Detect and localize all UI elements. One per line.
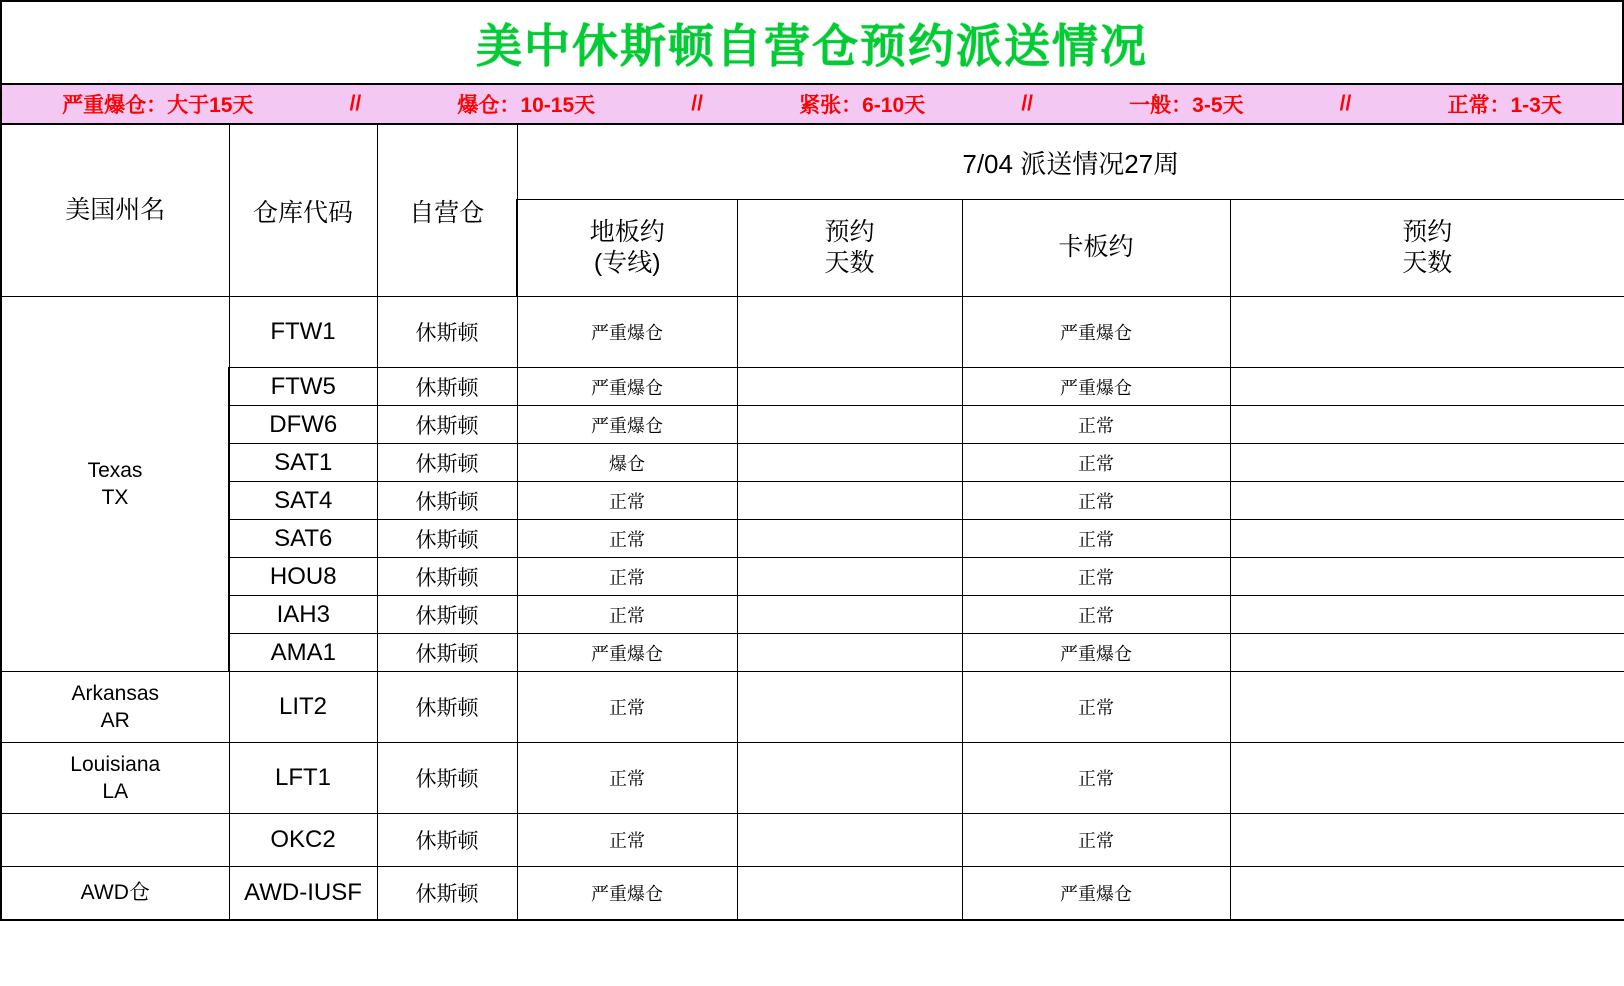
legend-item-tight: 紧张：6-10天 — [799, 94, 926, 117]
floor-days-cell — [737, 368, 962, 406]
table-row — [1, 634, 1624, 672]
floor-status-cell: 严重爆仓 — [517, 297, 737, 368]
floor-days-cell — [737, 867, 962, 921]
state-louisiana-line2: LA — [102, 780, 129, 803]
pallet-days-cell — [1230, 814, 1624, 867]
table-row — [1, 520, 1624, 558]
self-warehouse-cell: 休斯顿 — [377, 596, 517, 634]
pallet-status-cell: 正常 — [962, 558, 1230, 596]
table-row — [1, 482, 1624, 520]
state-texas-line2: TX — [101, 486, 129, 509]
state-louisiana-line1: Louisiana — [70, 752, 161, 776]
legend-separator: // — [349, 92, 362, 115]
header-state: 美国州名 — [1, 125, 229, 297]
pallet-days-cell — [1230, 406, 1624, 444]
legend-item-normal: 正常：1-3天 — [1447, 94, 1562, 117]
floor-days-cell — [737, 558, 962, 596]
legend-item-overflow: 爆仓：10-15天 — [457, 94, 596, 117]
state-cell-empty — [1, 814, 229, 867]
warehouse-code-cell: AWD-IUSF — [229, 867, 377, 921]
pallet-days-cell — [1230, 634, 1624, 672]
legend-separator: // — [1021, 92, 1033, 115]
floor-status-cell: 正常 — [517, 482, 737, 520]
header-warehouse-code: 仓库代码 — [229, 125, 377, 297]
floor-status-cell: 严重爆仓 — [517, 634, 737, 672]
warehouse-code-cell: FTW5 — [229, 368, 377, 406]
floor-status-cell: 爆仓 — [517, 444, 737, 482]
table-row — [1, 406, 1624, 444]
floor-days-cell — [737, 297, 962, 368]
pallet-status-cell: 严重爆仓 — [962, 297, 1230, 368]
page-title: 美中休斯顿自营仓预约派送情况 — [476, 19, 1148, 72]
floor-status-cell: 严重爆仓 — [517, 406, 737, 444]
floor-days-cell — [737, 672, 962, 743]
warehouse-code-cell: SAT6 — [229, 520, 377, 558]
warehouse-code-cell: SAT4 — [229, 482, 377, 520]
table-row — [1, 867, 1624, 921]
warehouse-code-cell: LFT1 — [229, 743, 377, 814]
pallet-days-cell — [1230, 482, 1624, 520]
pallet-days-cell — [1230, 558, 1624, 596]
table-row — [1, 368, 1624, 406]
floor-status-cell: 正常 — [517, 672, 737, 743]
floor-days-cell — [737, 406, 962, 444]
self-warehouse-cell: 休斯顿 — [377, 444, 517, 482]
table-row — [1, 444, 1624, 482]
header-floor-days — [737, 200, 962, 297]
self-warehouse-cell: 休斯顿 — [377, 814, 517, 867]
pallet-days-cell — [1230, 368, 1624, 406]
state-texas-line1: Texas — [87, 458, 143, 482]
legend-item-severe: 严重爆仓：大于15天 — [62, 94, 254, 117]
table-row — [1, 672, 1624, 743]
self-warehouse-cell: 休斯顿 — [377, 520, 517, 558]
floor-days-cell — [737, 482, 962, 520]
header-floor-line1: 地板约 — [589, 217, 665, 246]
floor-days-cell — [737, 596, 962, 634]
warehouse-code-cell: OKC2 — [229, 814, 377, 867]
warehouse-code-cell: SAT1 — [229, 444, 377, 482]
header-delivery-group: 7/04 派送情况27周 — [517, 125, 1624, 200]
pallet-days-cell — [1230, 297, 1624, 368]
header-floor-line2: (专线) — [593, 249, 661, 277]
warehouse-code-cell: AMA1 — [229, 634, 377, 672]
floor-status-cell: 正常 — [517, 558, 737, 596]
warehouse-code-cell: HOU8 — [229, 558, 377, 596]
legend-item-general: 一般：3-5天 — [1129, 94, 1244, 117]
header-days1-line1: 预约 — [824, 217, 875, 246]
legend-separator: // — [1339, 92, 1352, 115]
floor-status-cell: 正常 — [517, 520, 737, 558]
floor-status-cell: 正常 — [517, 743, 737, 814]
pallet-days-cell — [1230, 596, 1624, 634]
pallet-status-cell: 正常 — [962, 520, 1230, 558]
delivery-status-table — [0, 124, 1624, 921]
pallet-status-cell: 正常 — [962, 482, 1230, 520]
pallet-days-cell — [1230, 867, 1624, 921]
pallet-status-cell: 正常 — [962, 814, 1230, 867]
header-pallet-appointment: 卡板约 — [962, 200, 1230, 297]
self-warehouse-cell: 休斯顿 — [377, 558, 517, 596]
floor-days-cell — [737, 814, 962, 867]
floor-days-cell — [737, 634, 962, 672]
pallet-days-cell — [1230, 520, 1624, 558]
floor-status-cell: 严重爆仓 — [517, 867, 737, 921]
header-pallet-days — [1230, 200, 1624, 297]
header-self-warehouse: 自营仓 — [377, 125, 517, 297]
header-days2-line2: 天数 — [1402, 249, 1453, 277]
floor-days-cell — [737, 520, 962, 558]
pallet-status-cell: 正常 — [962, 672, 1230, 743]
warehouse-code-cell: DFW6 — [229, 406, 377, 444]
table-header-row-1 — [1, 125, 1624, 200]
header-days2-line1: 预约 — [1402, 217, 1453, 246]
state-cell-louisiana — [1, 743, 229, 814]
pallet-status-cell: 正常 — [962, 444, 1230, 482]
pallet-status-cell: 正常 — [962, 406, 1230, 444]
floor-days-cell — [737, 444, 962, 482]
state-arkansas-line1: Arkansas — [71, 681, 160, 705]
floor-status-cell: 正常 — [517, 814, 737, 867]
warehouse-code-cell: FTW1 — [229, 297, 377, 368]
legend-separator: // — [691, 92, 703, 115]
pallet-status-cell: 严重爆仓 — [962, 368, 1230, 406]
table-row — [1, 596, 1624, 634]
pallet-status-cell: 正常 — [962, 743, 1230, 814]
state-arkansas-line2: AR — [100, 709, 130, 732]
pallet-status-cell: 严重爆仓 — [962, 634, 1230, 672]
floor-status-cell: 正常 — [517, 596, 737, 634]
floor-status-cell: 严重爆仓 — [517, 368, 737, 406]
table-row — [1, 297, 1624, 368]
header-floor-appointment — [517, 200, 737, 297]
table-row — [1, 814, 1624, 867]
self-warehouse-cell: 休斯顿 — [377, 482, 517, 520]
warehouse-code-cell: IAH3 — [229, 596, 377, 634]
pallet-days-cell — [1230, 444, 1624, 482]
self-warehouse-cell: 休斯顿 — [377, 634, 517, 672]
state-cell-awd: AWD仓 — [1, 867, 229, 921]
title-row — [0, 0, 1624, 84]
floor-days-cell — [737, 743, 962, 814]
pallet-days-cell — [1230, 672, 1624, 743]
legend-row — [0, 84, 1624, 124]
header-days1-line2: 天数 — [824, 249, 875, 277]
self-warehouse-cell: 休斯顿 — [377, 867, 517, 921]
warehouse-code-cell: LIT2 — [229, 672, 377, 743]
state-cell-arkansas — [1, 672, 229, 743]
pallet-status-cell: 严重爆仓 — [962, 867, 1230, 921]
state-cell-texas — [1, 297, 229, 672]
table-row — [1, 558, 1624, 596]
self-warehouse-cell: 休斯顿 — [377, 672, 517, 743]
self-warehouse-cell: 休斯顿 — [377, 743, 517, 814]
self-warehouse-cell: 休斯顿 — [377, 297, 517, 368]
self-warehouse-cell: 休斯顿 — [377, 406, 517, 444]
self-warehouse-cell: 休斯顿 — [377, 368, 517, 406]
pallet-days-cell — [1230, 743, 1624, 814]
table-row — [1, 743, 1624, 814]
pallet-status-cell: 正常 — [962, 596, 1230, 634]
